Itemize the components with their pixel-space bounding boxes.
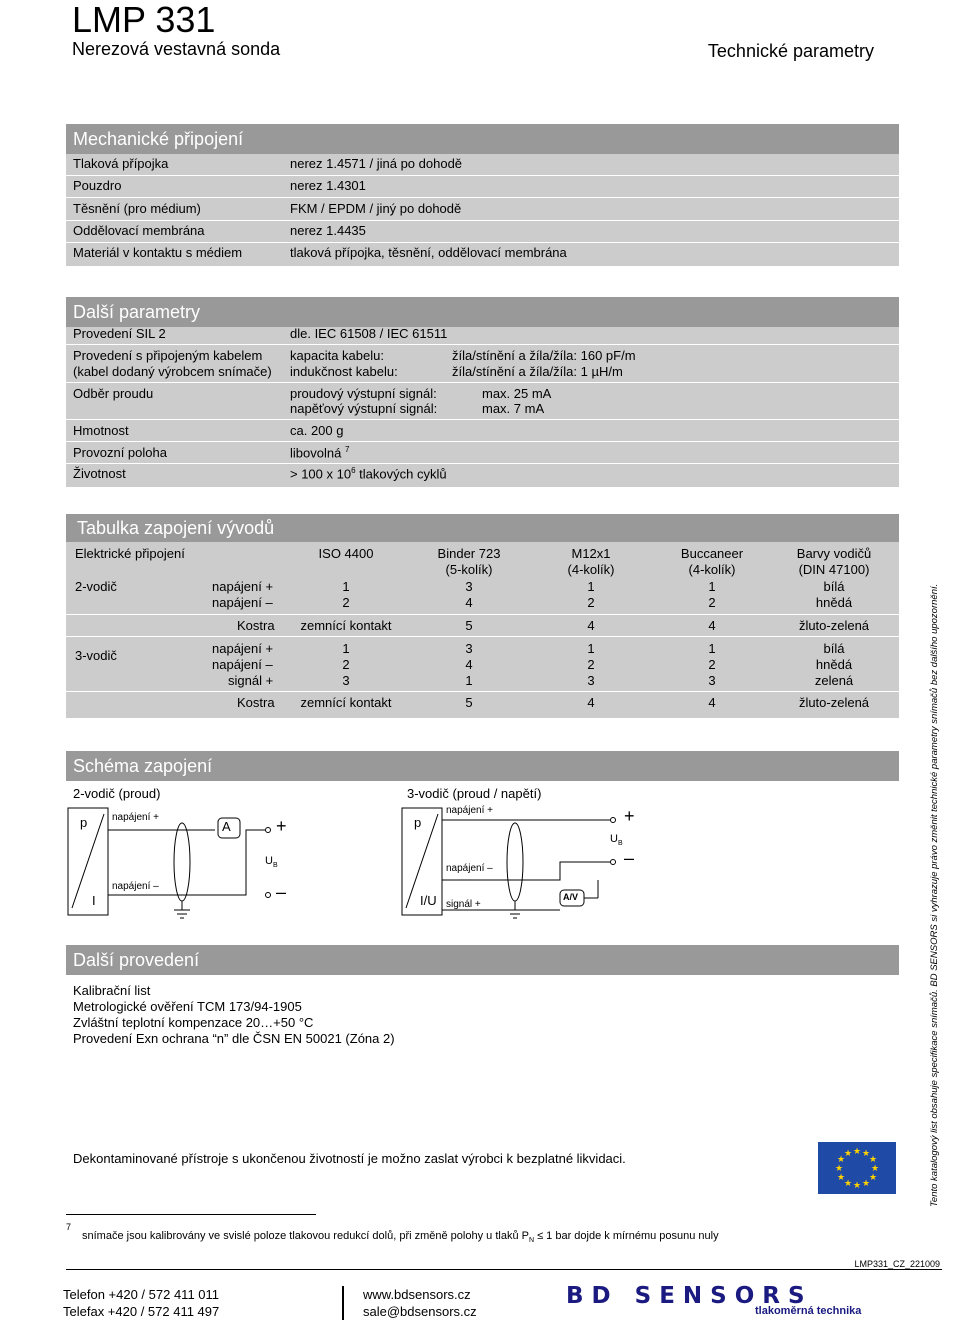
col-binder-sub: (5-kolík) bbox=[445, 562, 493, 577]
supply-plus: napájení + bbox=[212, 641, 274, 656]
footnote-number: 7 bbox=[66, 1222, 72, 1232]
supply-minus: napájení – bbox=[212, 657, 273, 672]
supply-voltage-label: $U_B$ bbox=[610, 833, 623, 848]
col-buccaneer-sub: (4-kolík) bbox=[688, 562, 736, 577]
schema-left-title: 2-vodič (proud) bbox=[73, 786, 161, 801]
ammeter-icon: A bbox=[222, 819, 231, 834]
decontamination-note: Dekontaminované přístroje s ukončenou životností je možno zaslat výrobci k bezplatné likvidaci. bbox=[73, 1151, 626, 1166]
cable-label: (kabel dodaný výrobcem snímače) bbox=[73, 364, 272, 379]
pin-cell: 1 bbox=[708, 579, 716, 594]
svg-text:★: ★ bbox=[836, 1173, 846, 1183]
diagram-supply-plus: napájení + bbox=[112, 812, 159, 823]
svg-text:★: ★ bbox=[852, 1147, 862, 1157]
ground-label: Kostra bbox=[237, 618, 275, 633]
pin-cell: 3 bbox=[465, 641, 473, 656]
svg-text:★: ★ bbox=[870, 1164, 880, 1174]
svg-text:★: ★ bbox=[852, 1181, 862, 1191]
mech-section bbox=[66, 124, 899, 266]
footer-links bbox=[363, 1286, 477, 1320]
pin-cell: 3 bbox=[342, 673, 350, 688]
col-iso: ISO 4400 bbox=[318, 546, 374, 561]
mech-label: Oddělovací membrána bbox=[73, 223, 205, 238]
side-note: Tento katalogový list obsahuje specifikace snímačů. BD SENSORS si vyhrazuje právo změnit technické parametry snímačů bez dalšího upozornění. bbox=[929, 583, 940, 1207]
pin-cell: 2 bbox=[342, 595, 350, 610]
mech-label: Těsnění (pro médium) bbox=[73, 201, 201, 216]
footer-phone: Telefon +420 / 572 411 011 bbox=[63, 1287, 220, 1302]
pin-cell: 4 bbox=[708, 695, 716, 710]
pin-cell: 1 bbox=[465, 673, 473, 688]
diagram-iu: I/U bbox=[420, 893, 437, 908]
current-value: max. 25 mA bbox=[482, 386, 552, 401]
three-wire-label: 3-vodič bbox=[75, 648, 117, 663]
diagram-i: I bbox=[92, 893, 96, 908]
svg-text:★: ★ bbox=[861, 1149, 871, 1159]
pin-cell: 2 bbox=[342, 657, 350, 672]
current-key: napěťový výstupní signál: bbox=[290, 401, 438, 416]
pin-header-label: Elektrické připojení bbox=[75, 546, 185, 561]
ground-iso: zemnící kontakt bbox=[300, 695, 392, 710]
pin-section bbox=[66, 514, 899, 718]
diagram-signal-plus: signál + bbox=[446, 899, 481, 910]
pin-cell: žluto-zelená bbox=[798, 695, 870, 710]
diagram-supply-minus: napájení – bbox=[446, 863, 493, 874]
mech-label: Tlaková přípojka bbox=[73, 156, 169, 171]
ground-iso: zemnící kontakt bbox=[300, 618, 392, 633]
sil-label: Provedení SIL 2 bbox=[73, 326, 166, 341]
svg-text:★: ★ bbox=[843, 1149, 853, 1159]
mech-value: nerez 1.4301 bbox=[290, 178, 366, 193]
supply-voltage-label: $U_B$ bbox=[265, 855, 278, 870]
pin-cell: 1 bbox=[587, 579, 595, 594]
svg-text:★: ★ bbox=[834, 1164, 844, 1174]
more-item: Kalibrační list bbox=[73, 983, 151, 998]
supply-plus: napájení + bbox=[212, 579, 274, 594]
pin-cell: hnědá bbox=[815, 595, 853, 610]
schema-right-title: 3-vodič (proud / napětí) bbox=[407, 786, 542, 801]
plus-terminal: + bbox=[624, 806, 635, 826]
mech-label: Pouzdro bbox=[73, 178, 122, 193]
svg-text:★: ★ bbox=[861, 1179, 871, 1189]
cable-value: žíla/stínění a žíla/žíla: 160 pF/m bbox=[452, 348, 636, 363]
cable-label: Provedení s připojeným kabelem bbox=[73, 348, 263, 363]
svg-text:★: ★ bbox=[843, 1179, 853, 1189]
pin-cell: 1 bbox=[708, 641, 716, 656]
more-item: Metrologické ověření TCM 173/94-1905 bbox=[73, 999, 302, 1014]
section-heading: Tabulka zapojení vývodů bbox=[66, 514, 899, 542]
pin-cell: 3 bbox=[587, 673, 595, 688]
signal-plus: signál + bbox=[228, 673, 274, 688]
minus-terminal: – bbox=[276, 882, 287, 902]
current-value: max. 7 mA bbox=[482, 401, 545, 416]
life-value: > 100 x $10^6$ tlakových cyklů bbox=[290, 466, 447, 482]
pin-cell: 4 bbox=[708, 618, 716, 633]
mech-value: nerez 1.4571 / jiná po dohodě bbox=[290, 156, 463, 171]
pin-cell: 1 bbox=[342, 579, 350, 594]
pin-cell: 4 bbox=[465, 595, 473, 610]
ground-label: Kostra bbox=[237, 695, 275, 710]
diagram-p: p bbox=[414, 815, 422, 830]
pin-cell: 2 bbox=[708, 657, 716, 672]
col-colors-sub: (DIN 47100) bbox=[798, 562, 870, 577]
col-m12: M12x1 bbox=[571, 546, 611, 561]
schema-heading-bar bbox=[66, 751, 899, 781]
diagram-p: p bbox=[80, 815, 88, 830]
pin-cell: hnědá bbox=[815, 657, 853, 672]
footer-contact bbox=[63, 1286, 219, 1320]
diagram-supply-minus: napájení – bbox=[112, 881, 159, 892]
minus-terminal: – bbox=[624, 848, 635, 868]
page-title: LMP 331 bbox=[72, 0, 216, 40]
pin-cell: 2 bbox=[587, 595, 595, 610]
more-list bbox=[73, 983, 395, 1047]
pin-cell: 5 bbox=[465, 618, 473, 633]
col-colors: Barvy vodičů bbox=[796, 546, 872, 561]
current-label: Odběr proudu bbox=[73, 386, 154, 401]
two-wire-label: 2-vodič bbox=[75, 579, 117, 594]
supply-minus: napájení – bbox=[212, 595, 273, 610]
eu-flag-icon bbox=[818, 1142, 896, 1194]
pin-cell: zelená bbox=[814, 673, 854, 688]
weight-value: ca. 200 g bbox=[290, 423, 344, 438]
plus-terminal: + bbox=[276, 816, 287, 836]
cable-key: indukčnost kabelu: bbox=[290, 364, 398, 379]
pin-cell: 3 bbox=[708, 673, 716, 688]
position-label: Provozní poloha bbox=[73, 445, 167, 460]
pin-cell: 4 bbox=[587, 695, 595, 710]
footnote-rule bbox=[66, 1214, 316, 1215]
col-buccaneer: Buccaneer bbox=[680, 546, 744, 561]
footer-fax: Telefax +420 / 572 411 497 bbox=[63, 1304, 220, 1319]
footnote-text: snímače jsou kalibrovány ve svislé poloze tlakovou redukcí dolů, při změně polohy u tlaků $P_N \le 1$ bar dojde k mírnému posunu nuly bbox=[82, 1230, 719, 1245]
section-heading: Další parametry bbox=[66, 297, 899, 327]
svg-text:★: ★ bbox=[868, 1173, 878, 1183]
footer-divider bbox=[66, 1269, 942, 1270]
company-logo: BD SENSORS bbox=[566, 1283, 813, 1309]
doc-type: Technické parametry bbox=[707, 41, 874, 61]
section-heading: Schéma zapojení bbox=[66, 751, 899, 781]
mech-value: FKM / EPDM / jiný po dohodě bbox=[290, 201, 462, 216]
section-heading: Další provedení bbox=[66, 945, 899, 975]
life-label: Životnost bbox=[73, 466, 126, 481]
pin-cell: 4 bbox=[587, 618, 595, 633]
more-item: Zvláštní teplotní kompenzace 20…+50 °C bbox=[73, 1015, 314, 1030]
svg-text:★: ★ bbox=[868, 1155, 878, 1165]
col-m12-sub: (4-kolík) bbox=[567, 562, 615, 577]
pin-cell: 5 bbox=[465, 695, 473, 710]
footer-web-link[interactable]: www.bdsensors.cz bbox=[363, 1287, 471, 1302]
doc-code: LMP331_CZ_221009 bbox=[854, 1259, 940, 1269]
other-section bbox=[66, 297, 899, 487]
mech-value: tlaková přípojka, těsnění, oddělovací membrána bbox=[290, 245, 567, 260]
cable-key: kapacita kabelu: bbox=[290, 348, 384, 363]
pin-cell: 3 bbox=[465, 579, 473, 594]
sil-value: dle. IEC 61508 / IEC 61511 bbox=[290, 326, 448, 341]
diagram-supply-plus: napájení + bbox=[446, 805, 493, 816]
mech-label: Materiál v kontaktu s médiem bbox=[73, 245, 243, 260]
col-binder: Binder 723 bbox=[437, 546, 501, 561]
pin-cell: 2 bbox=[587, 657, 595, 672]
more-item: Provedení Exn ochrana “n” dle ČSN EN 50021 (Zóna 2) bbox=[73, 1031, 395, 1046]
pin-cell: 2 bbox=[708, 595, 716, 610]
footer-mail-link[interactable]: sale@bdsensors.cz bbox=[363, 1304, 477, 1319]
page-subtitle: Nerezová vestavná sonda bbox=[72, 39, 281, 59]
footer-separator bbox=[342, 1286, 344, 1320]
company-tagline: tlakoměrná technika bbox=[755, 1305, 862, 1317]
cable-value: žíla/stínění a žíla/žíla: 1 µH/m bbox=[452, 364, 623, 379]
pin-cell: 1 bbox=[587, 641, 595, 656]
pin-cell: bílá bbox=[823, 641, 845, 656]
section-heading: Mechanické připojení bbox=[66, 124, 899, 154]
pin-cell: bílá bbox=[823, 579, 845, 594]
more-heading-bar bbox=[66, 945, 899, 975]
position-value: libovolná $^7$ bbox=[290, 445, 350, 461]
current-key: proudový výstupní signál: bbox=[290, 386, 437, 401]
meter-av-icon: A/V bbox=[563, 892, 579, 902]
pin-cell: žluto-zelená bbox=[798, 618, 870, 633]
pin-cell: 1 bbox=[342, 641, 350, 656]
pin-cell: 4 bbox=[465, 657, 473, 672]
mech-value: nerez 1.4435 bbox=[290, 223, 366, 238]
svg-text:★: ★ bbox=[836, 1155, 846, 1165]
weight-label: Hmotnost bbox=[73, 423, 129, 438]
